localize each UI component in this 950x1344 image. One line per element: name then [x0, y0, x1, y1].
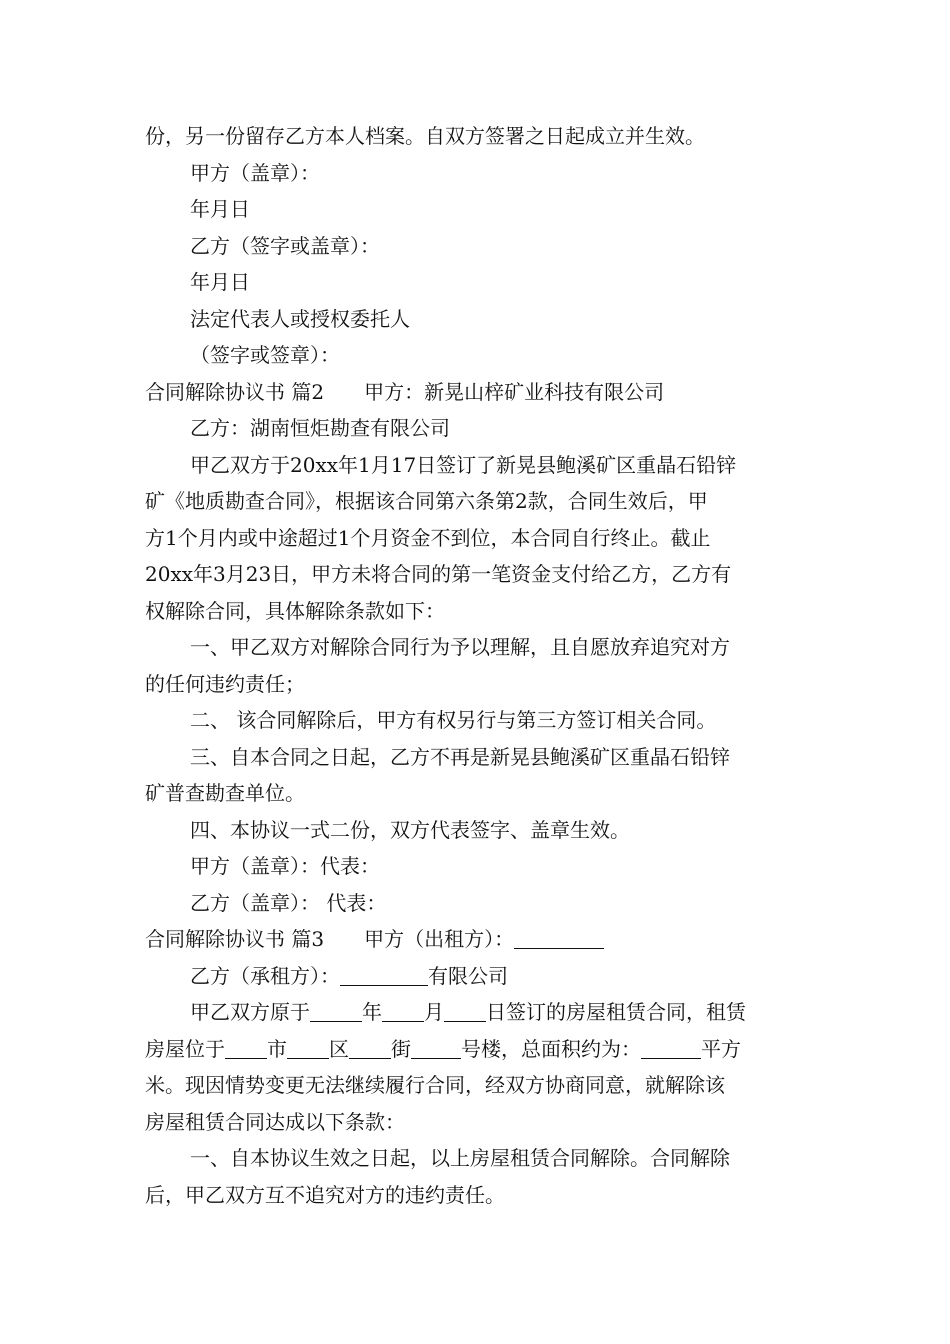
clause-1-line: [145, 1177, 815, 1214]
text: 权解除合同，具体解除条款如下：: [145, 598, 445, 623]
signature-line: [145, 337, 815, 374]
text: 的任何违约责任；: [145, 671, 305, 696]
blank-field: [225, 1038, 267, 1059]
paragraph-line: [145, 118, 815, 155]
text: 区: [329, 1036, 349, 1061]
text: 四、本协议一式二份，双方代表签字、盖章生效。: [190, 817, 630, 842]
blank-field: [411, 1038, 461, 1059]
clause-4-line: [145, 812, 815, 849]
party-b-sign-line: [145, 228, 815, 265]
section-title: 合同解除协议书 篇3: [145, 927, 325, 951]
section-heading-2: [145, 374, 815, 411]
text: 一、甲乙双方对解除合同行为予以理解，且自愿放弃追究对方: [190, 635, 730, 659]
paragraph-line: [145, 1104, 815, 1141]
text: 年月日: [190, 270, 250, 294]
text: 市: [267, 1036, 287, 1061]
blank-field: [349, 1038, 391, 1059]
paragraph-line: [145, 994, 815, 1031]
text: 法定代表人或授权委托人: [190, 306, 410, 331]
text: 甲方（盖章）：代表：: [190, 854, 380, 878]
text: 矿《地质勘查合同》，根据该合同第六条第2款，合同生效后，甲: [145, 489, 708, 513]
text: 年月日: [190, 197, 250, 221]
text: 一、自本协议生效之日起，以上房屋租赁合同解除。合同解除: [190, 1146, 730, 1170]
text: 房屋租赁合同达成以下条款：: [145, 1109, 405, 1134]
text: 甲乙双方原于: [190, 1000, 310, 1024]
text: 甲乙双方于20xx年1月17日签订了新晃县鲍溪矿区重晶石铅锌: [190, 452, 737, 477]
clause-1-line: [145, 629, 815, 666]
paragraph-line: [145, 593, 815, 630]
paragraph-line: [145, 483, 815, 520]
party-a-name: 甲方：新晃山梓矿业科技有限公司: [364, 379, 665, 404]
text: （签字或签章）：: [190, 343, 340, 367]
text: 甲方（盖章）：: [190, 160, 320, 185]
text: 20xx年3月23日，甲方未将合同的第一笔资金支付给乙方，乙方有: [145, 562, 732, 586]
text: 平方: [701, 1036, 741, 1061]
lessee-line: [145, 958, 815, 995]
text: 米。现因情势变更无法继续履行合同，经双方协商同意，就解除该: [145, 1073, 725, 1097]
clause-1-line: [145, 666, 815, 703]
paragraph-line: [145, 520, 815, 557]
text: 乙方：湖南恒炬勘查有限公司: [190, 416, 450, 440]
clause-3-line: [145, 775, 815, 812]
text: 份，另一份留存乙方本人档案。自双方签署之日起成立并生效。: [145, 124, 705, 148]
paragraph-line: [145, 1067, 815, 1104]
text: 街: [391, 1036, 411, 1061]
paragraph-line: [145, 556, 815, 593]
party-b-seal-line: [145, 885, 815, 922]
date-line: [145, 264, 815, 301]
lessee-label: 乙方（承租方）：: [190, 963, 340, 988]
section-heading-3: [145, 921, 815, 958]
blank-field: [287, 1038, 329, 1059]
party-b-line: [145, 410, 815, 447]
blank-field: [514, 928, 604, 949]
blank-field: [641, 1038, 701, 1059]
text: 三、自本合同之日起，乙方不再是新晃县鲍溪矿区重晶石铅锌: [190, 744, 730, 769]
representative-line: [145, 301, 815, 338]
clause-3-line: [145, 739, 815, 776]
text: 方1个月内或中途超过1个月资金不到位，本合同自行终止。截止: [145, 525, 711, 550]
text: 二、 该合同解除后，甲方有权另行与第三方签订相关合同。: [190, 708, 717, 732]
text: 日签订的房屋租赁合同，租赁: [486, 1000, 746, 1024]
text: 乙方（盖章）： 代表：: [190, 890, 387, 915]
blank-field: [310, 1001, 362, 1022]
text: 年: [362, 1000, 382, 1024]
blank-field: [340, 965, 428, 986]
section-title: 合同解除协议书 篇2: [145, 379, 325, 404]
text: 月: [424, 1000, 444, 1024]
date-line: [145, 191, 815, 228]
clause-2-line: [145, 702, 815, 739]
party-a-seal-line: [145, 155, 815, 192]
paragraph-line: [145, 447, 815, 484]
text: 房屋位于: [145, 1036, 225, 1061]
text: 后，甲乙双方互不追究对方的违约责任。: [145, 1182, 505, 1207]
text: 有限公司: [428, 963, 508, 988]
text: 号楼，总面积约为：: [461, 1036, 641, 1061]
text: 乙方（签字或盖章）：: [190, 233, 380, 258]
blank-field: [444, 1001, 486, 1022]
clause-1-line: [145, 1140, 815, 1177]
lessor-label: 甲方（出租方）：: [364, 927, 515, 951]
paragraph-line: [145, 1031, 815, 1068]
party-a-seal-line: [145, 848, 815, 885]
text: 矿普查勘查单位。: [145, 781, 305, 805]
document-body: [145, 118, 815, 1213]
blank-field: [382, 1001, 424, 1022]
